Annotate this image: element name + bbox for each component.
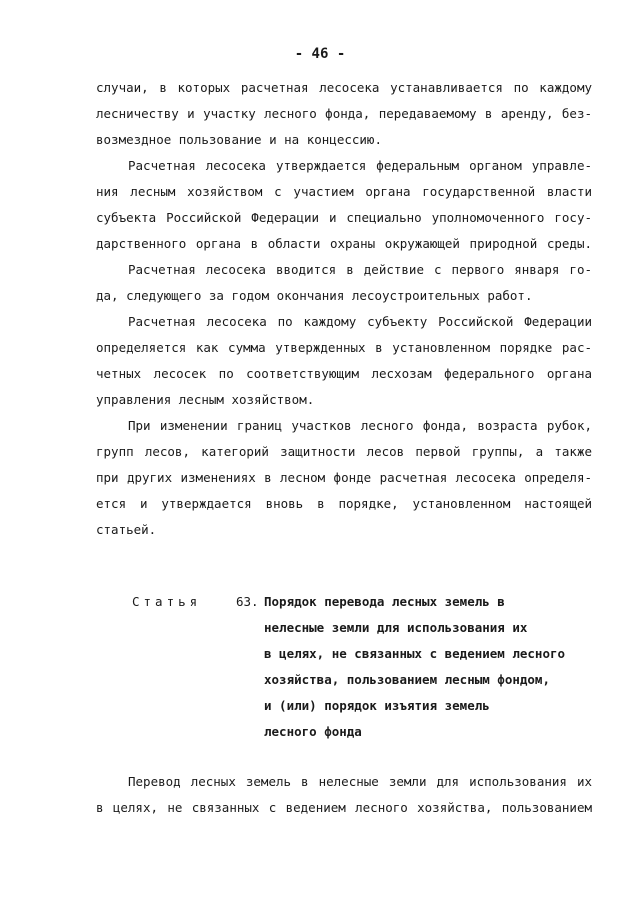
text-line: при других изменениях в лесном фонде расчетная лесосека определя-: [96, 470, 592, 485]
text-line: Расчетная лесосека вводится в действие с первого января го-: [128, 262, 592, 277]
text-line: лесничеству и участку лесного фонда, передаваемому в аренду, без-: [96, 106, 592, 121]
text-line: четных лесосек по соответствующим лесхозам федерального органа: [96, 366, 592, 381]
text-line: да, следующего за годом окончания лесоустроительных работ.: [96, 288, 533, 303]
article-title-line: и (или) порядок изъятия земель: [264, 698, 490, 713]
page-number: - 46 -: [294, 46, 346, 62]
article-title-line: в целях, не связанных с ведением лесного: [264, 646, 566, 661]
text-line: При изменении границ участков лесного фонда, возраста рубок,: [128, 418, 592, 433]
text-line: ется и утверждается вновь в порядке, установленном настоящей: [96, 496, 592, 511]
text-line: субъекта Российской Федерации и специально уполномоченного госу-: [96, 210, 592, 225]
text-line: управления лесным хозяйством.: [96, 392, 315, 407]
text-line: определяется как сумма утвержденных в установленном порядке рас-: [96, 340, 592, 355]
article-title-line: лесного фонда: [264, 724, 362, 739]
article-number: 63.: [236, 594, 259, 609]
article-title-line: хозяйства, пользованием лесным фондом,: [264, 672, 550, 687]
text-line: статьей.: [96, 522, 157, 537]
article-title-line: Порядок перевода лесных земель в: [264, 594, 505, 609]
text-line: в целях, не связанных с ведением лесного хозяйства, пользованием: [96, 800, 592, 815]
text-line: Расчетная лесосека по каждому субъекту Российской Федерации: [128, 314, 592, 329]
text-line: дарственного органа в области охраны окружающей природной среды.: [96, 236, 592, 251]
text-line: Расчетная лесосека утверждается федеральным органом управле-: [128, 158, 592, 173]
article-title-line: нелесные земли для использования их: [264, 620, 528, 635]
text-line: Перевод лесных земель в нелесные земли для использования их: [128, 774, 592, 789]
text-line: групп лесов, категорий защитности лесов первой группы, а также: [96, 444, 592, 459]
text-line: ния лесным хозяйством с участием органа государственной власти: [96, 184, 592, 199]
text-line: возмездное пользование и на концессию.: [96, 132, 382, 147]
text-line: случаи, в которых расчетная лесосека устанавливается по каждому: [96, 80, 592, 95]
article-label: Статья: [132, 594, 202, 609]
